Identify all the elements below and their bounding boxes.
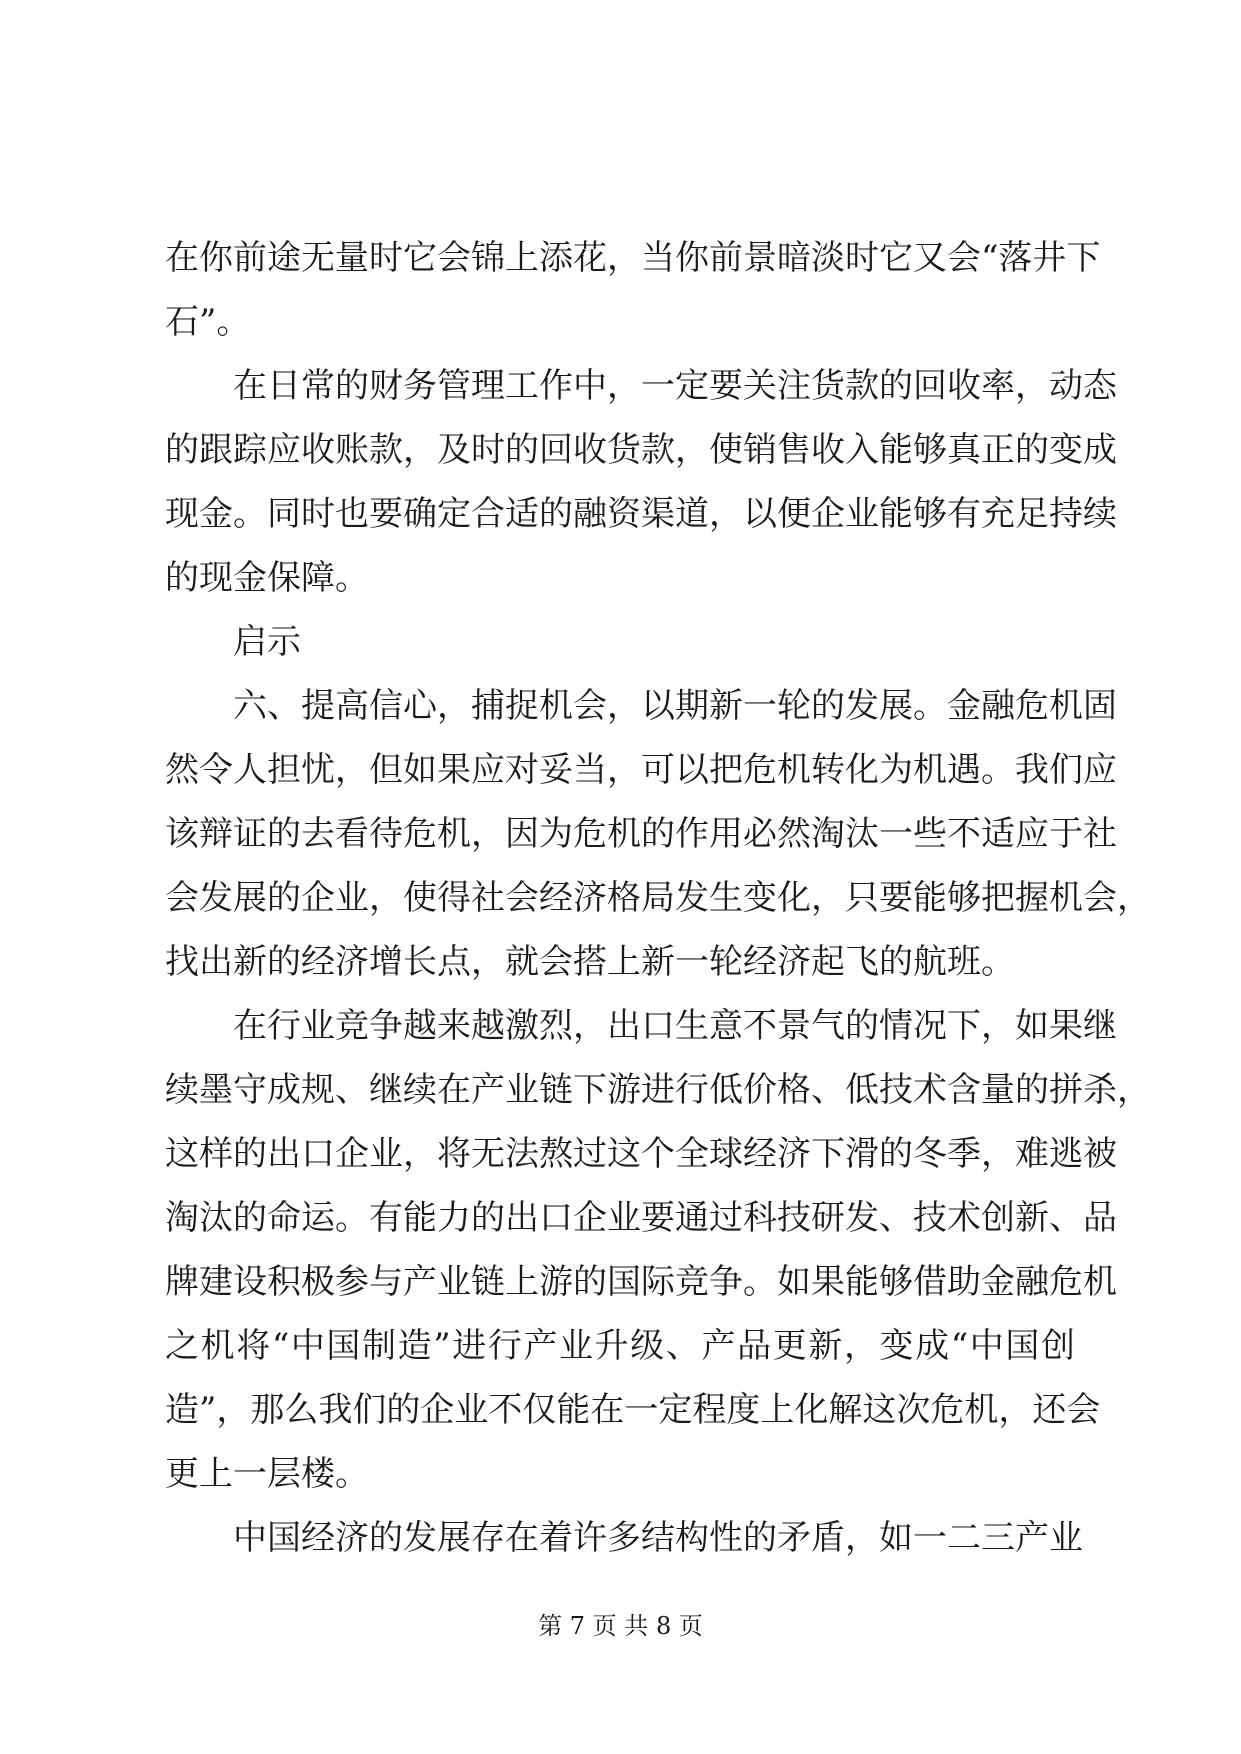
text-line: 石”。 xyxy=(165,302,251,342)
text-line: 找出新的经济增长点，就会搭上新一轮经济起飞的航班。 xyxy=(165,942,1015,982)
text-line: 之机将“中国制造”进行产业升级、产品更新，变成“中国创 xyxy=(165,1326,1075,1366)
text-line: 会发展的企业，使得社会经济格局发生变化，只要能够把握机会， xyxy=(165,878,1151,918)
text-line: 的跟踪应收账款，及时的回收货款，使销售收入能够真正的变成 xyxy=(165,430,1117,470)
text-line: 的现金保障。 xyxy=(165,558,369,598)
text-line: 在日常的财务管理工作中，一定要关注货款的回收率，动态 xyxy=(233,366,1117,406)
section-heading xyxy=(165,610,1075,674)
text-line: 在行业竞争越来越激烈，出口生意不景气的情况下，如果继 xyxy=(233,1006,1117,1046)
text-line: 造”，那么我们的企业不仅能在一定程度上化解这次危机，还会 xyxy=(165,1390,1101,1430)
page-footer: 第 7 页 共 8 页 xyxy=(538,1612,703,1640)
text-line: 这样的出口企业，将无法熬过这个全球经济下滑的冬季，难逃被 xyxy=(165,1134,1117,1174)
text-line: 淘汰的命运。有能力的出口企业要通过科技研发、技术创新、品 xyxy=(165,1198,1117,1238)
text-line: 六、提高信心，捕捉机会，以期新一轮的发展。金融危机固 xyxy=(233,686,1117,726)
text-line: 在你前途无量时它会锦上添花，当你前景暗淡时它又会“落井下 xyxy=(165,238,1101,278)
text-line: 然令人担忧，但如果应对妥当，可以把危机转化为机遇。我们应 xyxy=(165,750,1117,790)
paragraph xyxy=(165,674,1151,994)
document-body xyxy=(165,226,1151,1570)
text-line: 该辩证的去看待危机，因为危机的作用必然淘汰一些不适应于社 xyxy=(165,814,1117,854)
text-line: 启示 xyxy=(233,622,301,662)
paragraph xyxy=(165,226,1101,354)
text-line: 更上一层楼。 xyxy=(165,1454,369,1494)
paragraph xyxy=(165,1506,1083,1570)
paragraph xyxy=(165,354,1117,610)
paragraph xyxy=(165,994,1151,1506)
text-line: 牌建设积极参与产业链上游的国际竞争。如果能够借助金融危机 xyxy=(165,1262,1117,1302)
text-line: 中国经济的发展存在着许多结构性的矛盾，如一二三产业 xyxy=(233,1518,1083,1558)
text-line: 现金。同时也要确定合适的融资渠道，以便企业能够有充足持续 xyxy=(165,494,1117,534)
text-line: 续墨守成规、继续在产业链下游进行低价格、低技术含量的拼杀， xyxy=(165,1070,1151,1110)
